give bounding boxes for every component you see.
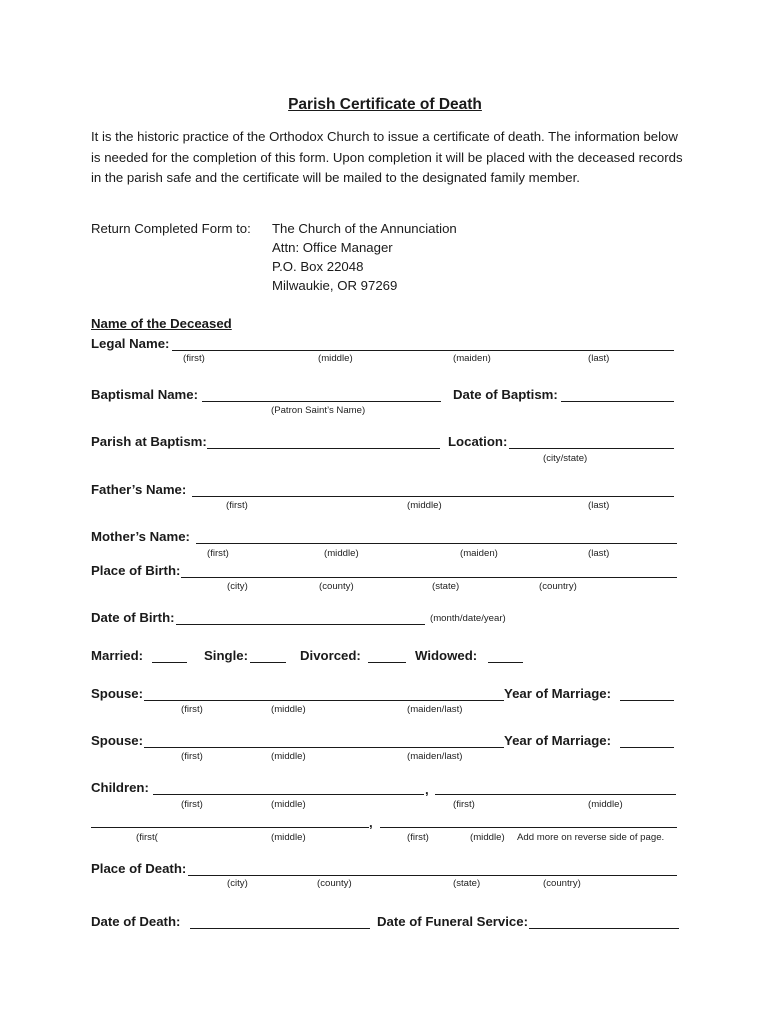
place-of-death-label: Place of Death: <box>91 861 187 876</box>
date-of-birth-field[interactable] <box>176 612 425 625</box>
legal-name-first-hint: (first) <box>183 353 205 364</box>
children-label: Children: <box>91 780 149 795</box>
children-comma: , <box>425 782 429 797</box>
location-field[interactable] <box>509 436 674 449</box>
child-3-first-hint: (first( <box>136 832 158 843</box>
return-address-line-4: Milwaukie, OR 97269 <box>272 278 398 293</box>
child-2-first-hint: (first) <box>453 799 475 810</box>
place-of-birth-state-hint: (state) <box>432 581 460 592</box>
spouse-2-field[interactable] <box>144 735 504 748</box>
return-address-line-1: The Church of the Annunciation <box>272 221 457 236</box>
legal-name-last-hint: (last) <box>588 353 610 364</box>
location-hint: (city/state) <box>543 453 588 464</box>
place-of-death-city-hint: (city) <box>227 878 248 889</box>
single-label: Single: <box>204 648 248 663</box>
mothers-name-middle-hint: (middle) <box>324 548 359 559</box>
fathers-name-last-hint: (last) <box>588 500 610 511</box>
place-of-birth-city-hint: (city) <box>227 581 248 592</box>
mothers-name-label: Mother’s Name: <box>91 529 190 544</box>
spouse-1-maiden-hint: (maiden/last) <box>407 704 463 715</box>
child-1-field[interactable] <box>153 782 424 795</box>
child-4-middle-hint: (middle) <box>470 832 505 843</box>
legal-name-maiden-hint: (maiden) <box>453 353 491 364</box>
place-of-death-field[interactable] <box>188 863 677 876</box>
spouse-1-first-hint: (first) <box>181 704 203 715</box>
mothers-name-field[interactable] <box>196 531 677 544</box>
fathers-name-label: Father’s Name: <box>91 482 187 497</box>
page-title: Parish Certificate of Death <box>288 96 482 113</box>
spouse-1-year-field[interactable] <box>620 688 674 701</box>
legal-name-label: Legal Name: <box>91 336 170 351</box>
intro-paragraph: It is the historic practice of the Orthodox Church to issue a certificate of death. The information below is needed for the completion of this form. Upon completion it will be placed with the deceased records in the parish safe and the certificate will be mailed to the designated family member. <box>91 129 683 186</box>
child-1-middle-hint: (middle) <box>271 799 306 810</box>
spouse-2-maiden-hint: (maiden/last) <box>407 751 463 762</box>
child-3-field[interactable] <box>91 815 369 828</box>
place-of-birth-county-hint: (county) <box>319 581 354 592</box>
place-of-birth-label: Place of Birth: <box>91 563 181 578</box>
baptismal-name-hint: (Patron Saint’s Name) <box>271 405 366 416</box>
divorced-field[interactable] <box>368 650 406 663</box>
place-of-death-county-hint: (county) <box>317 878 352 889</box>
date-of-baptism-field[interactable] <box>561 389 674 402</box>
parish-at-baptism-label: Parish at Baptism: <box>91 434 207 449</box>
date-of-death-field[interactable] <box>190 916 370 929</box>
baptismal-name-field[interactable] <box>202 389 441 402</box>
child-4-field[interactable] <box>380 815 677 828</box>
legal-name-field[interactable] <box>172 338 674 351</box>
legal-name-middle-hint: (middle) <box>318 353 353 364</box>
spouse-2-label: Spouse: <box>91 733 144 748</box>
widowed-label: Widowed: <box>415 648 478 663</box>
spouse-2-year-label: Year of Marriage: <box>504 733 612 748</box>
child-4-first-hint: (first) <box>407 832 429 843</box>
date-of-death-label: Date of Death: <box>91 914 181 929</box>
place-of-birth-country-hint: (country) <box>539 581 577 592</box>
spouse-1-field[interactable] <box>144 688 504 701</box>
spouse-1-middle-hint: (middle) <box>271 704 306 715</box>
divorced-label: Divorced: <box>300 648 361 663</box>
parish-at-baptism-field[interactable] <box>207 436 440 449</box>
children-comma-2: , <box>369 815 373 830</box>
section-heading-deceased: Name of the Deceased <box>91 316 232 331</box>
return-address-line-2: Attn: Office Manager <box>272 240 393 255</box>
child-3-middle-hint: (middle) <box>271 832 306 843</box>
date-of-funeral-label: Date of Funeral Service: <box>377 914 528 929</box>
spouse-1-year-label: Year of Marriage: <box>504 686 612 701</box>
place-of-birth-field[interactable] <box>181 565 677 578</box>
return-address-line-3: P.O. Box 22048 <box>272 259 364 274</box>
fathers-name-middle-hint: (middle) <box>407 500 442 511</box>
married-field[interactable] <box>152 650 187 663</box>
date-of-birth-hint: (month/date/year) <box>430 613 506 624</box>
spouse-1-label: Spouse: <box>91 686 144 701</box>
date-of-baptism-label: Date of Baptism: <box>453 387 558 402</box>
return-label: Return Completed Form to: <box>91 221 251 236</box>
place-of-death-state-hint: (state) <box>453 878 481 889</box>
mothers-name-first-hint: (first) <box>207 548 229 559</box>
spouse-2-first-hint: (first) <box>181 751 203 762</box>
mothers-name-maiden-hint: (maiden) <box>460 548 498 559</box>
spouse-2-middle-hint: (middle) <box>271 751 306 762</box>
date-of-funeral-field[interactable] <box>529 916 679 929</box>
child-2-middle-hint: (middle) <box>588 799 623 810</box>
location-label: Location: <box>448 434 508 449</box>
fathers-name-field[interactable] <box>192 484 674 497</box>
date-of-birth-label: Date of Birth: <box>91 610 175 625</box>
baptismal-name-label: Baptismal Name: <box>91 387 199 402</box>
mothers-name-last-hint: (last) <box>588 548 610 559</box>
children-note: Add more on reverse side of page. <box>517 832 665 843</box>
married-label: Married: <box>91 648 144 663</box>
child-2-field[interactable] <box>435 782 676 795</box>
spouse-2-year-field[interactable] <box>620 735 674 748</box>
place-of-death-country-hint: (country) <box>543 878 581 889</box>
widowed-field[interactable] <box>488 650 523 663</box>
fathers-name-first-hint: (first) <box>226 500 248 511</box>
single-field[interactable] <box>250 650 286 663</box>
child-1-first-hint: (first) <box>181 799 203 810</box>
